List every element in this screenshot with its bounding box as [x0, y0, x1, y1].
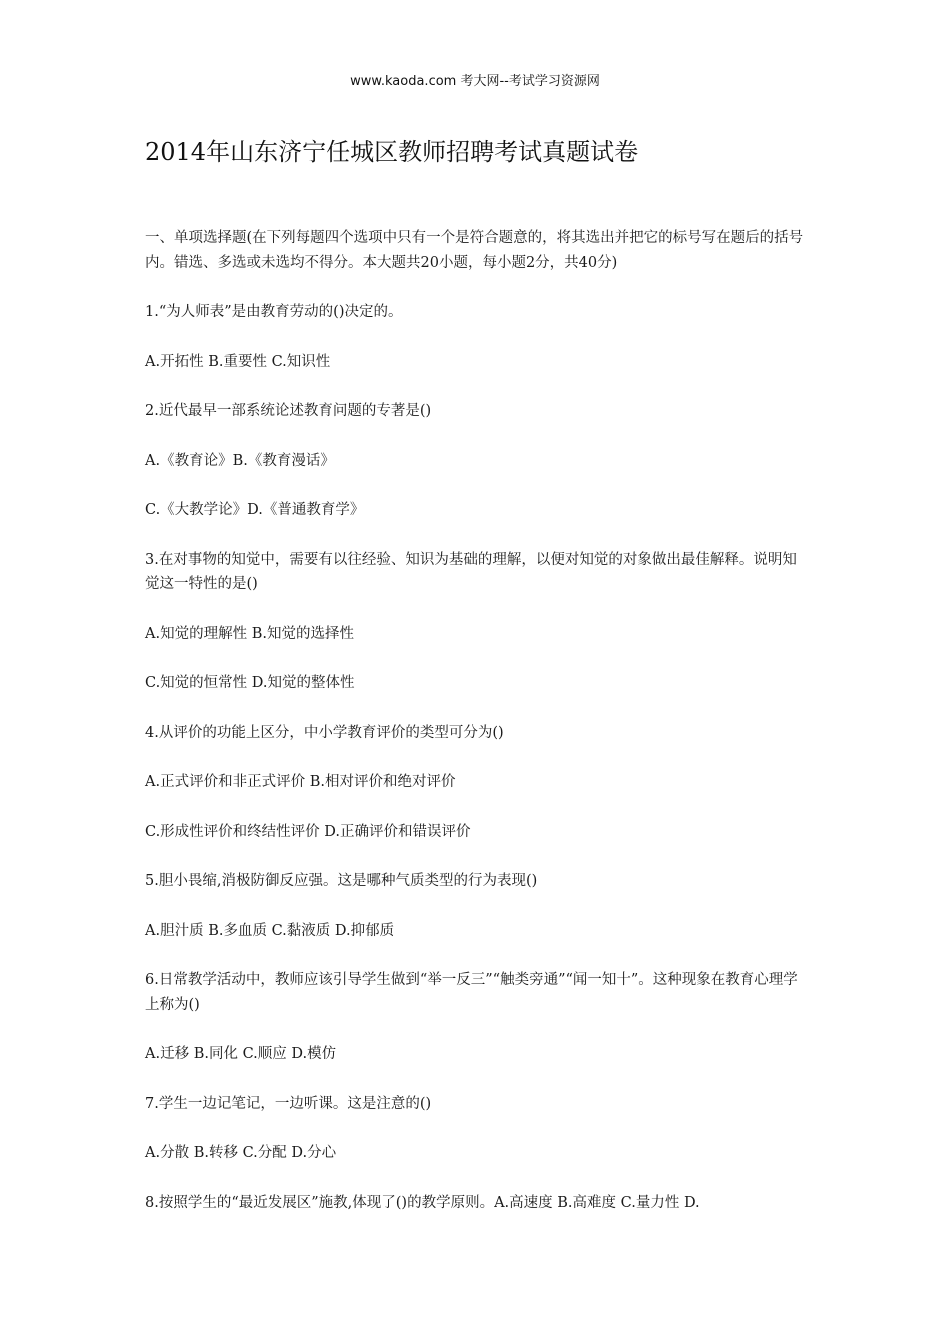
question-6-options: A.迁移 B.同化 C.顺应 D.模仿	[145, 1046, 337, 1062]
question-4-options-ab: A.正式评价和非正式评价 B.相对评价和绝对评价	[145, 774, 456, 790]
section-heading: 一、单项选择题(在下列每题四个选项中只有一个是符合题意的，将其选出并把它的标号写在题后的括号内。错选、多选或未选均不得分。本大题共20小题，每小题2分，共40分)	[145, 230, 804, 271]
question-2: 2.近代最早一部系统论述教育问题的专著是()	[145, 403, 432, 419]
question-2-options-ab: A.《教育论》B.《教育漫话》	[145, 452, 335, 469]
document-body	[145, 226, 810, 1240]
question-3-options-ab: A.知觉的理解性 B.知觉的选择性	[145, 625, 354, 642]
question-4: 4.从评价的功能上区分，中小学教育评价的类型可分为()	[145, 724, 504, 741]
question-1: 1.“为人师表”是由教育劳动的()决定的。	[145, 304, 403, 320]
site-header: www.kaoda.com 考大网--考试学习资源网	[350, 74, 600, 89]
question-6: 6.日常教学活动中，教师应该引导学生做到“举一反三”“触类旁通”“闻一知十”。这种现象在教育心理学上称为()	[145, 972, 798, 1013]
page-title: 2014年山东济宁任城区教师招聘考试真题试卷	[145, 138, 639, 166]
question-3-options-cd: C.知觉的恒常性 D.知觉的整体性	[145, 675, 355, 691]
question-7: 7.学生一边记笔记，一边听课。这是注意的()	[145, 1095, 432, 1112]
question-2-options-cd: C.《大教学论》D.《普通教育学》	[145, 502, 365, 518]
question-1-options: A.开拓性 B.重要性 C.知识性	[145, 353, 331, 370]
question-5-options: A.胆汁质 B.多血质 C.黏液质 D.抑郁质	[145, 922, 395, 939]
question-3: 3.在对事物的知觉中，需要有以往经验、知识为基础的理解，以便对知觉的对象做出最佳解释。说明知觉这一特性的是()	[145, 551, 797, 592]
question-8: 8.按照学生的“最近发展区”施教,体现了()的教学原则。A.高速度 B.高难度 C.量力性 D.	[145, 1194, 700, 1211]
question-7-options: A.分散 B.转移 C.分配 D.分心	[145, 1145, 337, 1161]
question-5: 5.胆小畏缩,消极防御反应强。这是哪种气质类型的行为表现()	[145, 873, 538, 889]
question-4-options-cd: C.形成性评价和终结性评价 D.正确评价和错误评价	[145, 823, 471, 840]
